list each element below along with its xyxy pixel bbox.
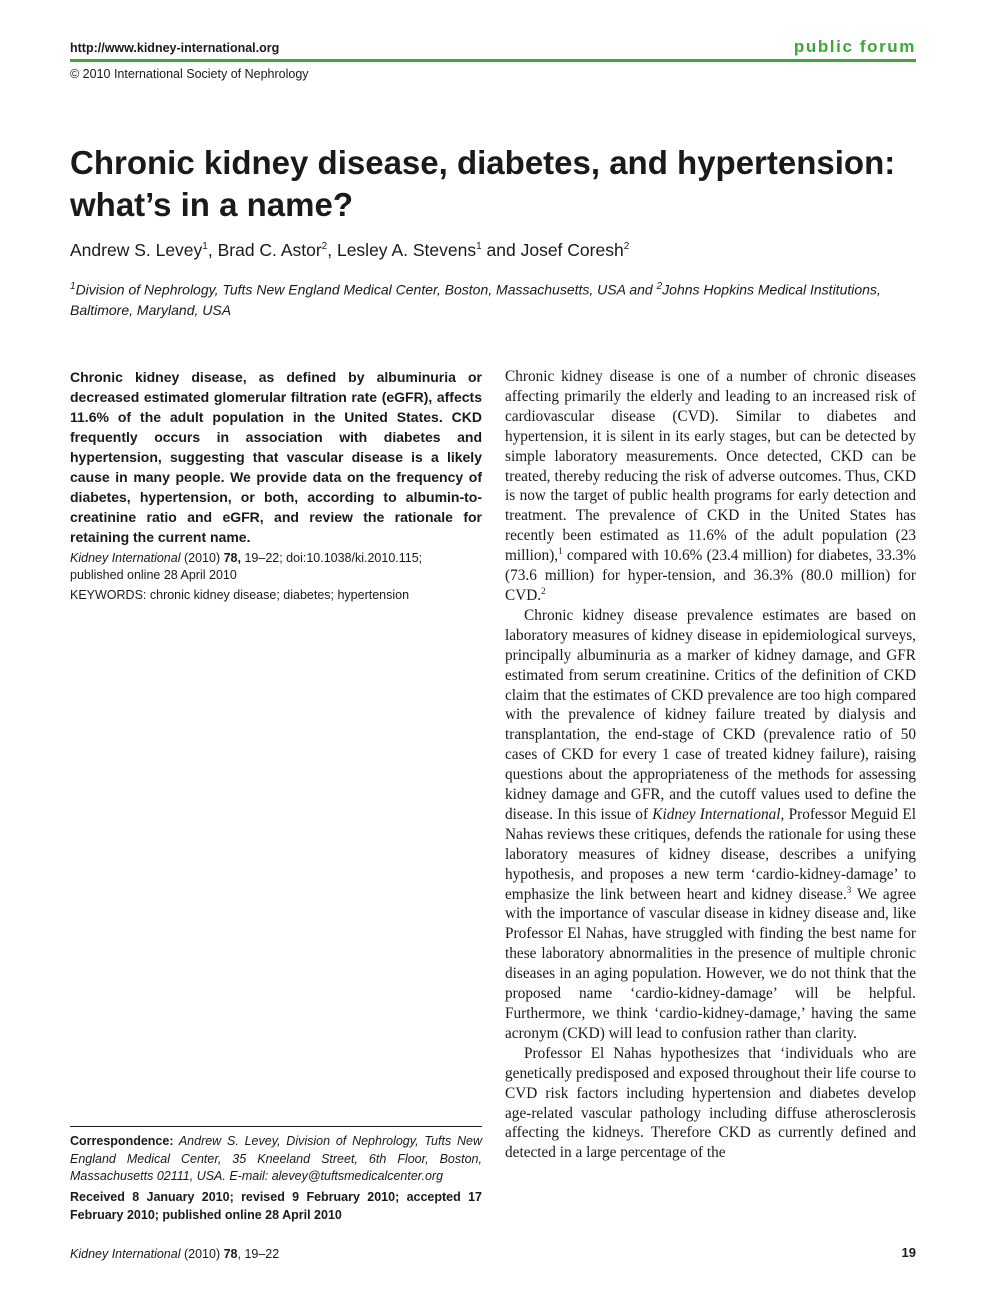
- reference-mark[interactable]: 3: [846, 884, 852, 895]
- affiliation-mark: 2: [656, 281, 663, 292]
- header-divider: [70, 59, 916, 62]
- correspondence-divider: [70, 1126, 482, 1127]
- author-name: Lesley A. Stevens: [336, 240, 477, 260]
- journal-url[interactable]: http://www.kidney-international.org: [70, 41, 280, 55]
- affiliation-text: Johns Hopkins Medical Institutions, Baltimore, Maryland, USA: [70, 281, 881, 318]
- citation-journal: Kidney International: [70, 551, 181, 565]
- page-number: 19: [901, 1245, 916, 1260]
- citation: [70, 550, 482, 584]
- affiliations: [70, 277, 920, 320]
- reference-mark[interactable]: 2: [541, 585, 546, 596]
- affiliation-mark: 1: [70, 281, 76, 292]
- reference-mark[interactable]: 1: [558, 546, 563, 557]
- author-affiliation-mark: 2: [321, 241, 328, 253]
- author-list: [70, 240, 629, 261]
- author-name: Andrew S. Levey: [70, 240, 203, 260]
- author-separator: and: [481, 240, 521, 260]
- correspondence-text[interactable]: Andrew S. Levey, Division of Nephrology, Tufts New England Medical Center, 35 Kneeland Street, 6th Floor, Boston, Massachusetts 02111, USA. E-mail: alevey@tuftsmedicalcenter.org: [70, 1134, 482, 1183]
- copyright-notice: © 2010 International Society of Nephrology: [70, 67, 309, 81]
- section-label: public forum: [793, 37, 916, 56]
- body-text: We agree with the importance of vascular disease in kidney disease and, like Professor El Nahas, have struggled with finding the best name for these laboratory abnormalities in the presence of multiple chronic diseases in an aging population. However, we do not think that the proposed name ‘cardio-kidney-damage’ will be helpful. Furthermore, we think ‘cardio-kidney-damage,’ having the same acronym (CKD) will lead to confusion rather than clarity.: [505, 885, 916, 1042]
- body-paragraph: [505, 606, 916, 1044]
- author-name: Brad C. Astor: [217, 240, 322, 260]
- footer-year: (2010): [180, 1247, 224, 1261]
- footer-citation: [70, 1247, 279, 1261]
- body-paragraph: [505, 367, 916, 606]
- author-separator: ,: [327, 240, 337, 260]
- author-separator: ,: [207, 240, 218, 260]
- keywords: KEYWORDS: chronic kidney disease; diabetes; hypertension: [70, 588, 410, 602]
- journal-name: Kidney International: [652, 805, 781, 823]
- correspondence: [70, 1133, 482, 1186]
- abstract: Chronic kidney disease, as defined by albuminuria or decreased estimated glomerular filtration rate (eGFR), affects 11.6% of the adult population in the United States. CKD frequently occurs in association with diabetes and hypertension, suggesting that vascular disease is a likely cause in many people. We provide data on the frequency of diabetes, hypertension, or both, according to albumin-to-creatinine ratio and eGFR, and review the rationale for retaining the current name.: [70, 369, 482, 545]
- footer-volume: 78: [223, 1247, 238, 1261]
- author-affiliation-mark: 1: [476, 241, 482, 253]
- body-paragraph: [505, 1044, 916, 1163]
- citation-online-date: published online 28 April 2010: [70, 568, 237, 582]
- citation-year: (2010): [180, 551, 224, 565]
- body-text: Chronic kidney disease is one of a number of chronic diseases affecting primarily the elderly and leading to an increased risk of cardiovascular disease (CVD). Similar to diabetes and hypertension, it is silent in its early stages, but can be detected by simple laboratory measurements. Once detected, CKD can be treated, thereby reducing the risk of adverse outcomes. Thus, CKD is now the target of public health programs for early detection and treatment. The prevalence of CKD in the United States has recently been estimated as 11.6% of the adult population (23 million),: [505, 368, 916, 565]
- body-text: Chronic kidney disease prevalence estimates are based on laboratory measures of kidney disease in epidemiological surveys, principally albuminuria as a marker of kidney damage, and GFR estimated from serum creatinine. Critics of the definition of CKD claim that the estimates of CKD prevalence are too high compared with the prevalence of kidney failure treated by dialysis and transplantation, the end-stage of CKD (prevalence ratio of 50 cases of CKD for every 1 case of treated kidney failure), raising questions about the appropriateness of the methods for assessing kidney damage and GFR, and the cutoff values used to define the disease. In this issue of: [505, 606, 916, 823]
- article-body: [505, 367, 916, 1163]
- body-text: Professor El Nahas hypothesizes that ‘individuals who are genetically predisposed and exposed throughout their life course to CVD risk factors including hypertension and diabetes develop age-related vascular pathology including diffuse atherosclerosis affecting the kidneys. Therefore CKD as currently defined and detected in a large percentage of the: [505, 1044, 916, 1162]
- body-text: , Professor Meguid El Nahas reviews these critiques, defends the rationale for using these laboratory measures of kidney disease, describes a unifying hypothesis, and proposes a new term ‘cardio-kidney-damage’ to emphasize the link between heart and kidney disease.: [505, 805, 916, 903]
- footer-journal: Kidney International: [70, 1247, 181, 1261]
- affiliation-text: Division of Nephrology, Tufts New England Medical Center, Boston, Massachusetts, USA and: [75, 281, 657, 298]
- author-affiliation-mark: 2: [623, 241, 630, 253]
- article-title: Chronic kidney disease, diabetes, and hypertension: what’s in a name?: [70, 144, 896, 223]
- author-name: Josef Coresh: [520, 240, 624, 260]
- citation-doi[interactable]: 19–22; doi:10.1038/ki.2010.115;: [240, 551, 423, 565]
- received-dates: Received 8 January 2010; revised 9 February 2010; accepted 17 February 2010; published online 28 April 2010: [70, 1190, 482, 1222]
- author-affiliation-mark: 1: [202, 241, 208, 253]
- citation-volume: 78,: [223, 551, 241, 565]
- correspondence-label: Correspondence:: [70, 1134, 174, 1148]
- footer-pages: , 19–22: [237, 1247, 280, 1261]
- body-text: compared with 10.6% (23.4 million) for diabetes, 33.3% (73.6 million) for hyper-tension, and 36.3% (80.0 million) for CVD.: [505, 547, 916, 604]
